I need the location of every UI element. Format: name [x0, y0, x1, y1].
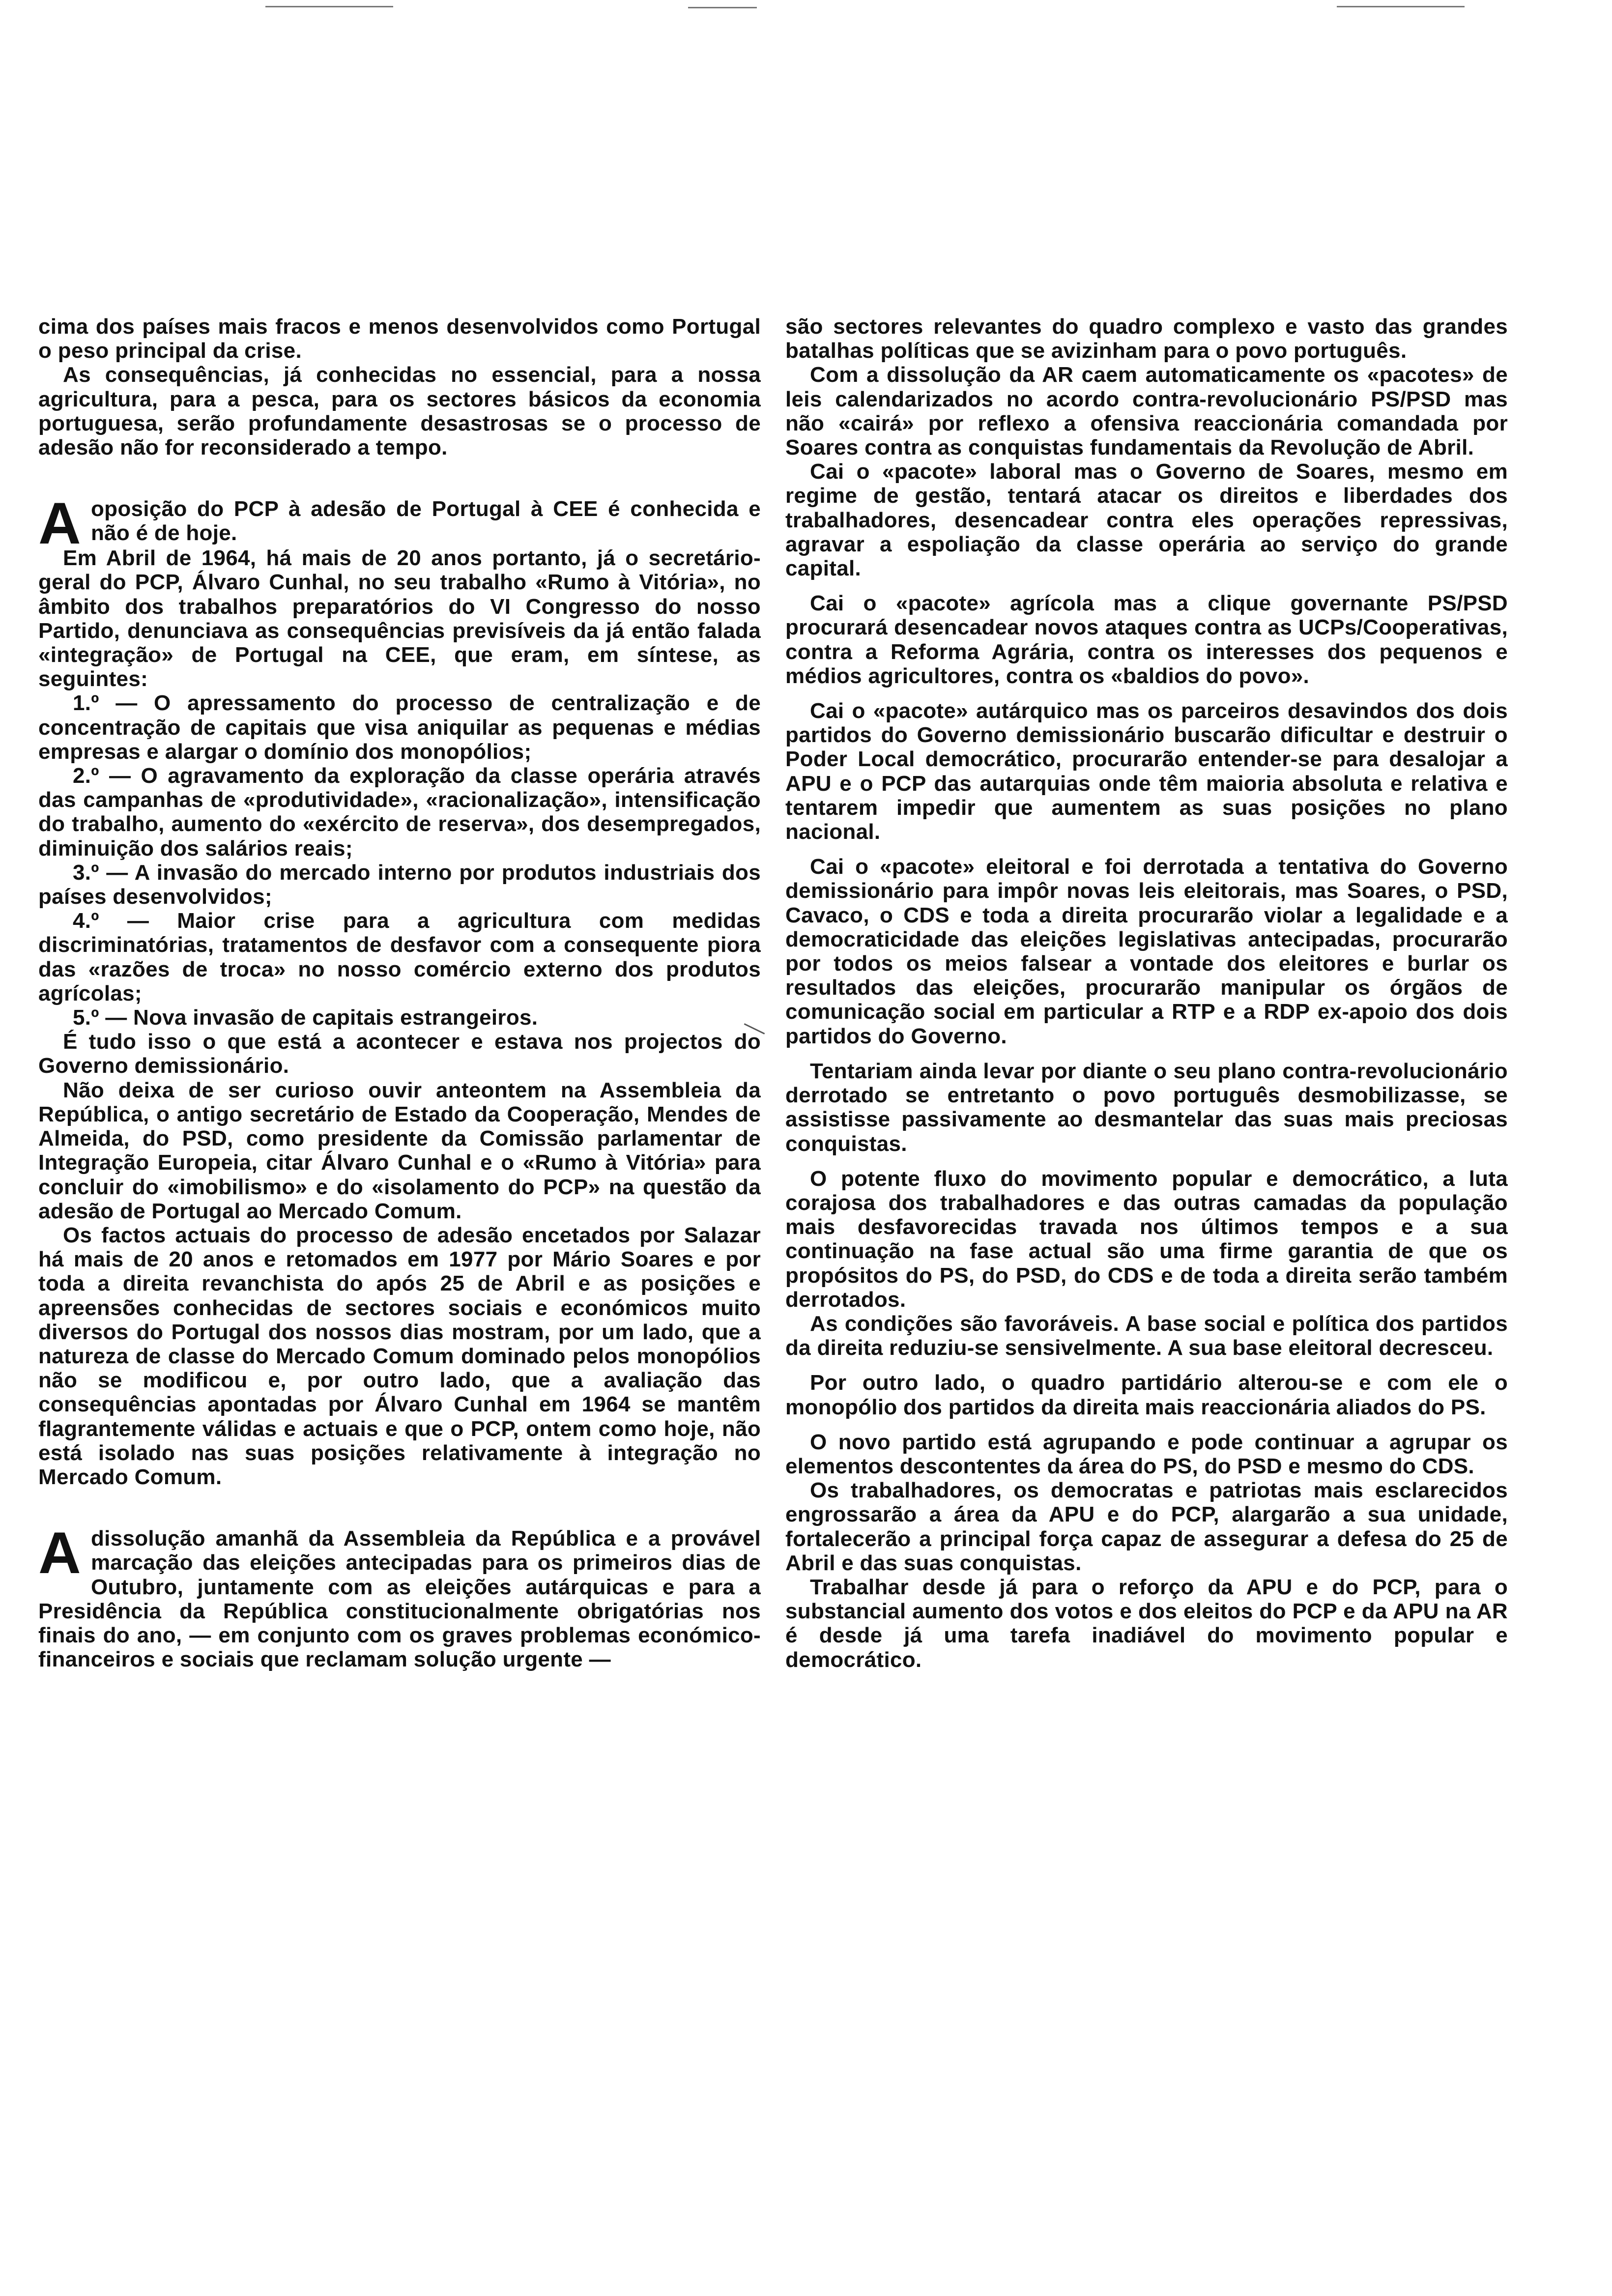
paragraph: Cai o «pacote» agrícola mas a clique governante PS/PSD procurará desencadear novos ataques contra as UCPs/Cooperativas, contra a Reforma Agrária, contra os interesses dos pequenos e médios agricultores, contra os «baldios do povo».	[785, 591, 1508, 688]
paragraph: O potente fluxo do movimento popular e democrático, a luta corajosa dos trabalhadores e das outras camadas da população mais desfavorecidas travada nos últimos tempos e a sua continuação na fase actual são uma firme garantia de que os propósitos do PS, do PSD, do CDS e de toda a direita serão também derrotados.	[785, 1166, 1508, 1312]
paragraph: Os trabalhadores, os democratas e patriotas mais esclarecidos engrossarão a área da APU e do PCP, alargarão a sua unidade, fortalecerão a principal força capaz de assegurar a defesa do 25 de Abril e das suas conquistas.	[785, 1478, 1508, 1575]
intro-paragraph: cima dos países mais fracos e menos desenvolvidos como Portugal o peso principal da crise.	[38, 315, 761, 363]
dropcap: A	[38, 490, 81, 557]
paragraph: Os factos actuais do processo de adesão encetados por Salazar há mais de 20 anos e retomados em 1977 por Mário Soares e por toda a direita revanchista do após 25 de Abril e as posições e apreensões conhecidas de sectores sociais e económicos muito diversos do Portugal dos nossos dias mostram, por um lado, que a natureza de classe do Mercado Comum dominado pelos monopólios não se modificou e, por outro lado, que a avaliação das consequências apontadas por Álvaro Cunhal em 1964 se mantêm flagrantemente válidas e actuais e que o PCP, ontem como hoje, não está isolado nas suas posições relativamente à integração no Mercado Comum.	[38, 1223, 761, 1489]
section-dissolution	[38, 1520, 761, 1672]
paragraph: são sectores relevantes do quadro complexo e vasto das grandes batalhas políticas que se avizinham para o povo português.	[785, 315, 1508, 363]
paragraph: Tentariam ainda levar por diante o seu plano contra-revolucionário derrotado se entretanto o povo português desmobilizasse, se assistisse passivamente ao desmantelar das suas mais preciosas conquistas.	[785, 1059, 1508, 1156]
list-item: 5.º — Nova invasão de capitais estrangeiros.	[73, 1005, 538, 1030]
paragraph: Não deixa de ser curioso ouvir anteontem na Assembleia da República, o antigo secretário de Estado da Cooperação, Mendes de Almeida, do PSD, como presidente da Comissão parlamentar de Integração Europeia, citar Álvaro Cunhal e o «Rumo à Vitória» para concluir do «imobilismo» e do «isolamento do PCP» na questão da adesão de Portugal ao Mercado Comum.	[38, 1078, 761, 1223]
paragraph: O novo partido está agrupando e pode continuar a agrupar os elementos descontentes da área do PS, do PSD e mesmo do CDS.	[785, 1430, 1508, 1478]
top-rule-center	[688, 7, 757, 8]
paragraph: Por outro lado, o quadro partidário alterou-se e com ele o monopólio dos partidos da direita mais reaccionária aliados do PS.	[785, 1371, 1508, 1419]
list-item: 3.º — A invasão do mercado interno por produtos industriais dos países desenvolvidos;	[38, 860, 761, 909]
paragraph: As condições são favoráveis. A base social e política dos partidos da direita reduziu-se sensivelmente. A sua base eleitoral decresceu.	[785, 1311, 1508, 1360]
paragraph: Com a dissolução da AR caem automaticamente os «pacotes» de leis calendarizados no acordo contra-revolucionário PS/PSD mas não «cairá» por reflexo a ofensiva reaccionária comandada por Soares contra as conquistas fundamentais da Revolução de Abril.	[785, 363, 1508, 460]
section-lead: oposição do PCP à adesão de Portugal à CEE é conhecida e não é de hoje.	[90, 497, 761, 545]
list-item: 4.º — Maior crise para a agricultura com medidas discriminatórias, tratamentos de desfavor com a consequente piora das «razões de troca» no nosso comércio externo dos produtos agrícolas;	[38, 909, 761, 1005]
list-item: 1.º — O apressamento do processo de centralização e de concentração de capitais que visa aniquilar as pequenas e médias empresas e alargar o domínio dos monopólios;	[38, 691, 761, 764]
paragraph: Cai o «pacote» eleitoral e foi derrotada a tentativa do Governo demissionário para impôr novas leis eleitorais, mas Soares, o PSD, Cavaco, o CDS e toda a direita procurarão violar a legalidade e a democraticidade das eleições legislativas antecipadas, procurarão por todos os meios falsear a vontade dos eleitores e burlar os resultados das eleições, procurarão manipular os órgãos de comunicação social em particular a RTP e a RDP ex-apoio dos dois partidos do Governo.	[785, 855, 1508, 1048]
left-column	[38, 315, 761, 1671]
section-lead: dissolução amanhã da Assembleia da República e a provável marcação das eleições antecipadas para os primeiros dias de Outubro, juntamente com as eleições autárquicas e para a Presidência da República constitucionalmente obrigatórias nos finais do ano, — em conjunto com os graves problemas económico-financeiros e sociais que reclamam solução urgente —	[38, 1526, 761, 1672]
intro-paragraph: As consequências, já conhecidas no essencial, para a nossa agricultura, para a pesca, para os sectores básicos da economia portuguesa, serão profundamente desastrosas se o processo de adesão não for reconsiderado a tempo.	[38, 363, 761, 460]
paragraph: Cai o «pacote» laboral mas o Governo de Soares, mesmo em regime de gestão, tentará atacar os direitos e liberdades dos trabalhadores, desencadear contra eles operações repressivas, agravar a espoliação da classe operária ao serviço do grande capital.	[785, 459, 1508, 581]
right-column	[785, 315, 1508, 1672]
top-rule-left	[265, 6, 393, 7]
paragraph: É tudo isso o que está a acontecer e estava nos projectos do Governo demissionário.	[38, 1030, 761, 1078]
paragraph: Cai o «pacote» autárquico mas os parceiros desavindos dos dois partidos do Governo demissionário buscarão dificultar e destruir o Poder Local democrático, procurarão entender-se para desalojar a APU e o PCP das autarquias onde têm maioria absoluta e relativa e tentarem impedir que aumentem as suas posições no plano nacional.	[785, 699, 1508, 844]
paragraph: Trabalhar desde já para o reforço da APU e do PCP, para o substancial aumento dos votos e dos eleitos do PCP e da APU na AR é desde já uma tarefa inadiável do movimento popular e democrático.	[785, 1575, 1508, 1672]
section-pcp-opposition	[38, 490, 761, 1489]
paragraph: Em Abril de 1964, há mais de 20 anos portanto, já o secretário-geral do PCP, Álvaro Cunhal, no seu trabalho «Rumo à Vitória», no âmbito dos trabalhos preparatórios do VI Congresso do nosso Partido, denunciava as consequências previsíveis da já então falada «integração» de Portugal na CEE, que eram, em síntese, as seguintes:	[38, 546, 761, 691]
top-rule-right	[1337, 6, 1465, 7]
dropcap: A	[38, 1520, 81, 1586]
list-item: 2.º — O agravamento da exploração da classe operária através das campanhas de «produtividade», «racionalização», intensificação do trabalho, aumento do «exército de reserva», dos desempregados, diminuição dos salários reais;	[38, 764, 761, 861]
